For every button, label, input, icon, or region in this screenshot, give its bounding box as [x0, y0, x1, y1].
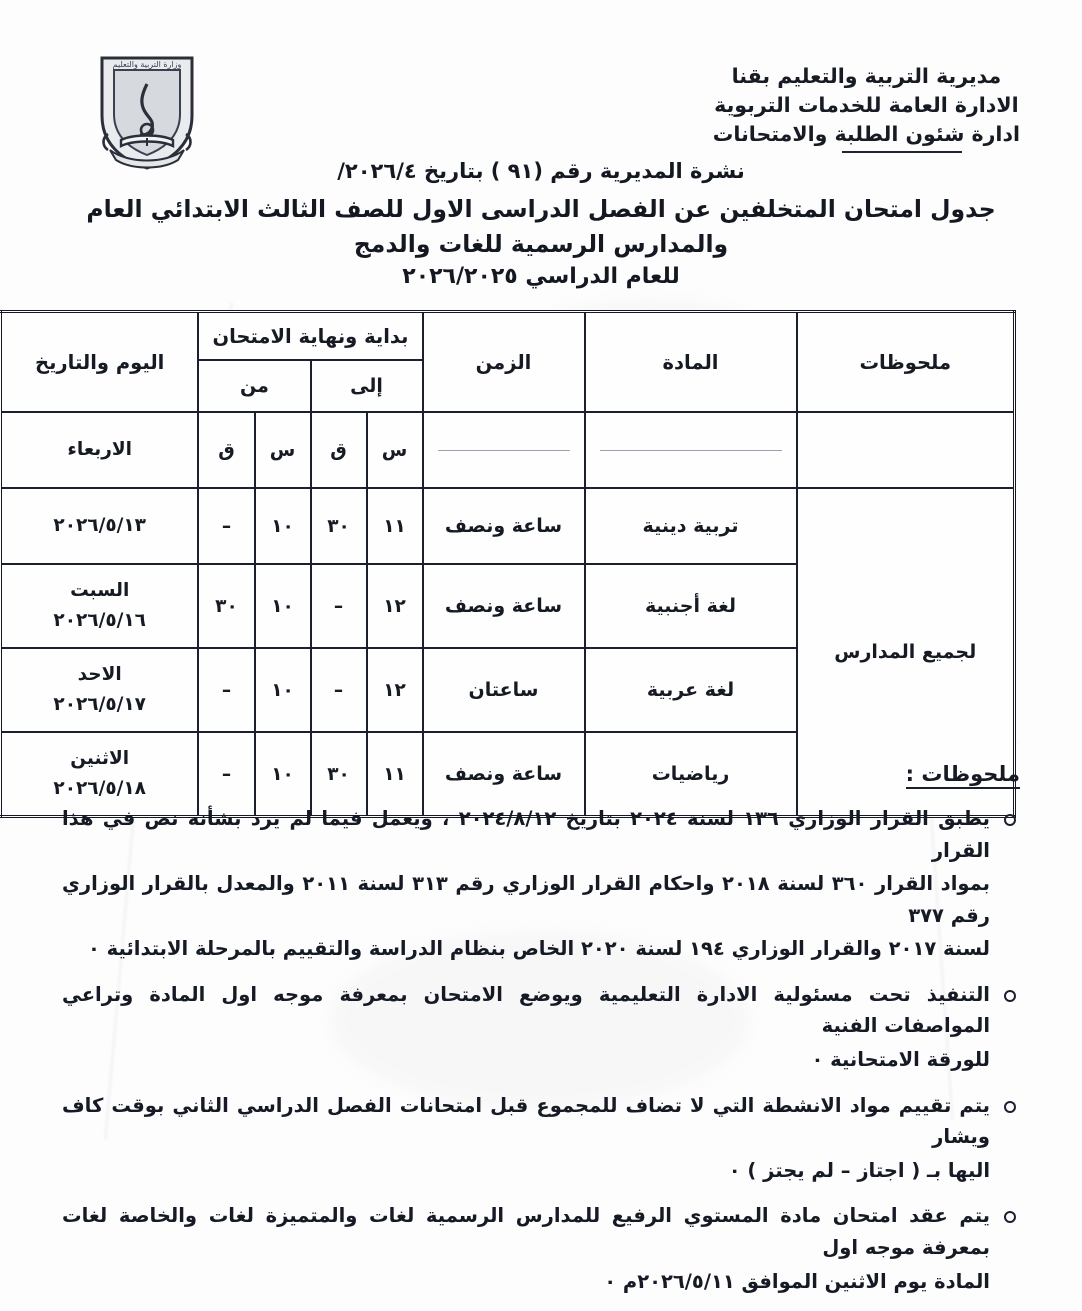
org-line-2: الادارة العامة للخدمات التربوية: [714, 93, 1019, 118]
cell-from-hours: ١٠: [255, 564, 311, 648]
cell-to-minutes: –: [311, 564, 367, 648]
note-item: [62, 979, 1020, 1076]
academic-year-line: للعام الدراسي ٢٠٢٦/٢٠٢٥: [402, 263, 680, 289]
cell-from-hours-unit: س: [255, 412, 311, 488]
exam-schedule-table: [0, 310, 1016, 818]
cell-day-name-first: الاربعاء: [0, 412, 198, 488]
cell-duration: ساعة ونصف: [423, 488, 585, 564]
header-row-main: [0, 312, 1014, 361]
note-item: [62, 803, 1020, 965]
note-item: [62, 1090, 1020, 1187]
cell-to-minutes: –: [311, 648, 367, 732]
title-block: [0, 156, 1082, 292]
notes-title-row: [62, 762, 1020, 793]
col-header-subject: المادة: [585, 312, 797, 413]
cell-day-date-first: ٢٠٢٦/٥/١٣: [0, 488, 198, 564]
svg-text:وزارة التربية والتعليم: وزارة التربية والتعليم: [112, 60, 182, 69]
table-row: [0, 412, 1014, 488]
day-date: ٢٠٢٦/٥/١٨: [53, 778, 146, 799]
page-title: جدول امتحان المتخلفين عن الفصل الدراسى الاول للصف الثالث الابتدائي العام: [86, 195, 996, 224]
table-head: [0, 312, 1014, 413]
note-line: التنفيذ تحت مسئولية الادارة التعليمية ويوضع الامتحان بمعرفة موجه اول المادة وتراعي المواصفات الفنية: [62, 982, 990, 1038]
cell-to-minutes: ٣٠: [311, 732, 367, 817]
org-line-1: مديرية التربية والتعليم بقنا: [731, 64, 1002, 88]
note-line: المادة يوم الاثنين الموافق ٢٠٢٦/٥/١١م ٠: [604, 1269, 990, 1293]
cell-day-date: [0, 564, 198, 648]
note-line: يطبق القرار الوزاري ١٣٦ لسنة ٢٠٢٤ بتاريخ ٢٠٢٤/٨/١٢ ، ويعمل فيما لم يرد بشأنه نص في هذا القرار: [62, 807, 990, 862]
cell-subject: لغة عربية: [585, 648, 797, 732]
cell-from-minutes: –: [198, 732, 254, 817]
bullet-icon: [1004, 814, 1016, 826]
note-line: يتم تقييم مواد الانشطة التي لا تضاف للمجموع قبل امتحانات الفصل الدراسي الثاني بوقت كاف ويشار: [62, 1093, 990, 1149]
cell-day-date: [0, 648, 198, 732]
cell-to-minutes-unit: ق: [311, 412, 367, 488]
bullet-icon: [1004, 990, 1016, 1002]
col-header-exam-span: بداية ونهاية الامتحان: [198, 312, 422, 361]
cell-from-hours: ١٠: [255, 732, 311, 817]
cell-subject: لغة أجنبية: [585, 564, 797, 648]
bulletin-line: نشرة المديرية رقم (٩١ ) بتاريخ ٢٠٢٦/٤/: [337, 159, 745, 183]
table-row: [0, 488, 1014, 564]
notes-heading: ملحوظات :: [906, 762, 1020, 789]
blank-rule: [600, 450, 782, 451]
col-header-notes: ملحوظات: [797, 312, 1015, 413]
cell-from-minutes-unit: ق: [198, 412, 254, 488]
notes-list: [62, 803, 1020, 1297]
bullet-icon: [1004, 1211, 1016, 1223]
day-date: ٢٠٢٦/٥/١٧: [53, 694, 146, 715]
document-header: [0, 24, 1082, 174]
cell-notes-all-schools: لجميع المدارس: [797, 488, 1015, 817]
cell-to-hours-unit: س: [367, 412, 423, 488]
cell-to-hours: ١٢: [367, 648, 423, 732]
cell-from-hours: ١٠: [255, 648, 311, 732]
cell-duration: ساعة ونصف: [423, 564, 585, 648]
cell-from-minutes: ٣٠: [198, 564, 254, 648]
col-header-to: إلى: [311, 360, 423, 412]
cell-duration-units: [423, 412, 585, 488]
col-header-duration: الزمن: [423, 312, 585, 413]
cell-from-minutes: –: [198, 488, 254, 564]
table-body: [0, 412, 1014, 817]
cell-to-hours: ١١: [367, 488, 423, 564]
note-line: للورقة الامتحانية ٠: [811, 1048, 990, 1072]
note-line: يتم عقد امتحان مادة المستوي الرفيع للمدارس الرسمية لغات والمتميزة لغات والخاصة لغات بمعرفة موجه اول: [62, 1204, 990, 1259]
org-underline: [842, 151, 962, 153]
day-name: السبت: [70, 580, 130, 602]
notes-section: [62, 762, 1020, 1311]
org-line-3: ادارة شئون الطلبة والامتحانات: [712, 122, 1020, 147]
schedule-table-wrapper: [35, 310, 1016, 818]
cell-duration: ساعة ونصف: [423, 732, 585, 817]
organization-block: [713, 62, 1020, 153]
note-item: [62, 1200, 1020, 1297]
cell-to-hours: ١٢: [367, 564, 423, 648]
cell-from-minutes: –: [198, 648, 254, 732]
cell-subject: رياضيات: [585, 732, 797, 817]
cell-duration: ساعتان: [423, 648, 585, 732]
page-subtitle: والمدارس الرسمية للغات والدمج: [353, 229, 729, 258]
note-line: بمواد القرار ٣٦٠ لسنة ٢٠١٨ واحكام القرار الوزاري رقم ٣١٣ لسنة ٢٠١١ والمعدل بالقرار الوزاري رقم ٣٧٧: [62, 872, 990, 927]
cell-from-hours: ١٠: [255, 488, 311, 564]
cell-to-hours: ١١: [367, 732, 423, 817]
note-line: اليها بـ ( اجتاز – لم يجتز ) ٠: [728, 1158, 990, 1182]
col-header-from: من: [198, 360, 310, 412]
day-name: الاثنين: [70, 748, 130, 770]
cell-subject: تربية دينية: [585, 488, 797, 564]
cell-subject-units: [585, 412, 797, 488]
blank-marker: [812, 450, 1000, 451]
bullet-icon: [1004, 1101, 1016, 1113]
col-header-day-date: اليوم والتاريخ: [0, 312, 198, 413]
note-line: لسنة ٢٠١٧ والقرار الوزاري ١٩٤ لسنة ٢٠٢٠ الخاص بنظام الدراسة والتقييم بالمرحلة الابتدائية ٠: [87, 937, 990, 961]
ministry-emblem-icon: [88, 42, 206, 170]
cell-to-minutes: ٣٠: [311, 488, 367, 564]
day-name: الاحد: [77, 664, 122, 686]
cell-notes-units: [797, 412, 1015, 488]
day-date: ٢٠٢٦/٥/١٦: [53, 610, 146, 631]
blank-rule: [438, 450, 570, 451]
